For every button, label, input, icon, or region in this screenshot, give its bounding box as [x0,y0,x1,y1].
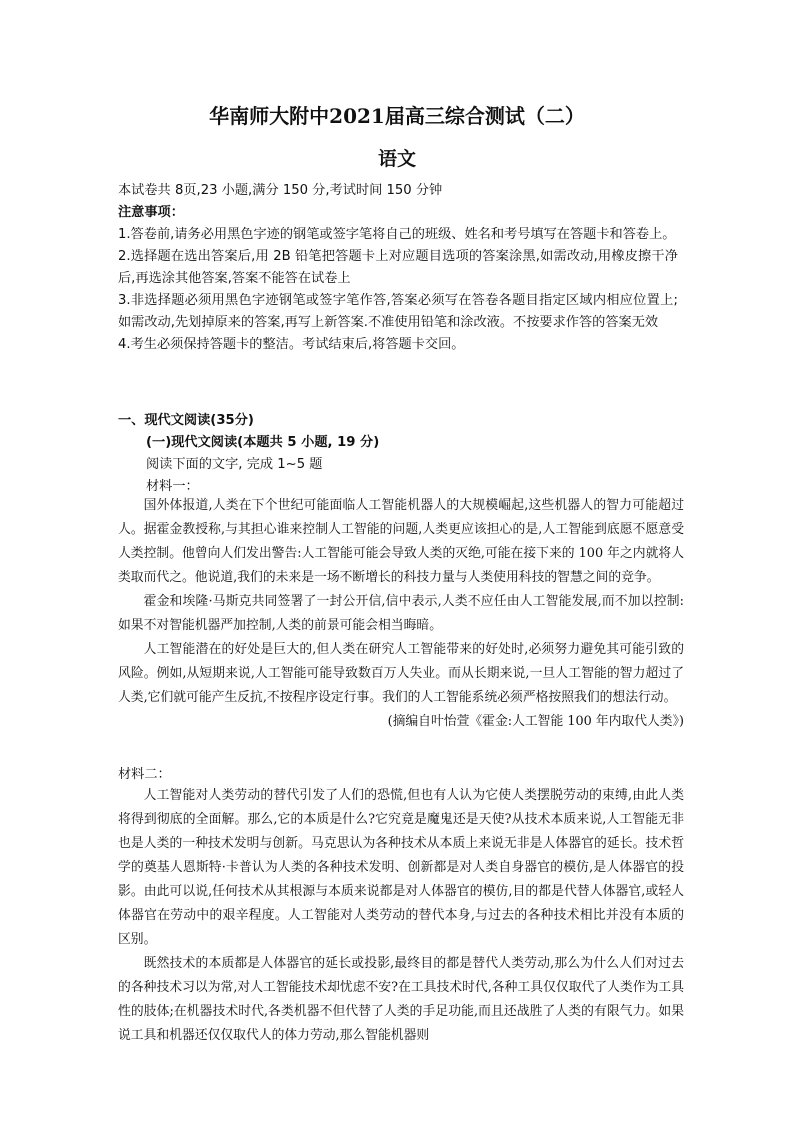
material-paragraph: 既然技术的本质都是人体器官的延长或投影,最终目的都是替代人类劳动,那么为什么人们对过去的各种技术习以为常,对人工智能技术却忧虑不安?在工具技术时代,各种工具仅仅取代了人类作为工具性的肢体;在机器技术时代,各类机器不但代替了人类的手足功能,而且还战胜了人类的有限气力。如果说工具和机器还仅仅取代人的体力劳动,那么智能机器则 [118,956,684,1043]
material-source: (摘编自叶怡萱《霍金:人工智能 100 年内取代人类》) [387,714,684,729]
subject-title: 语文 [377,148,416,170]
reading-instruction: 阅读下面的文字, 完成 1~5 题 [146,457,323,472]
note-item: 3.非选择题必须用黑色字迹钢笔或签字笔作答,答案必须写在答卷各题目指定区域内相应位置上;如需改动,先划掉原来的答案,再写上新答案.不准使用铅笔和涂改液。不按要求作答的答案无效 [118,293,678,330]
material-one-body [118,494,684,734]
section-heading: 一、现代文阅读(35分) [118,413,254,428]
material-two-body [118,784,684,1048]
note-item: 4.考生必须保持答题卡的整洁。考试结束后,将答题卡交回。 [118,337,465,352]
section1-header [118,410,684,498]
exam-title: 华南师大附中2021届高三综合测试（二） [209,104,585,128]
notes-heading: 注意事项： [118,205,184,220]
material-paragraph: 人工智能潜在的好处是巨大的,但人类在研究人工智能带来的好处时,必须努力避免其可能引致的风险。例如,从短期来说,人工智能可能导致数百万人失业。而从长期来说,一旦人工智能的智力超过了人类,它们就可能产生反抗,不按程序设定行事。我们的人工智能系统必须严格按照我们的想法行动。 [118,642,684,705]
note-item: 1.答卷前,请务必用黑色字迹的钢笔或签字笔将自己的班级、姓名和考号填写在答题卡和答卷上。 [118,227,676,242]
material-paragraph: 霍金和埃隆·马斯克共同签署了一封公开信,信中表示,人类不应任由人工智能发展,而不加以控制:如果不对智能机器严加控制,人类的前景可能会相当晦暗。 [118,594,684,633]
instructions-block [118,180,678,356]
material-two-header [118,764,684,786]
subsection-heading: (一)现代文阅读(本题共 5 小题, 19 分) [146,435,380,450]
material-paragraph: 国外体报道,人类在下个世纪可能面临人工智能机器人的大规模崛起,这些机器人的智力可能超过人。据霍金教授称,与其担心谁来控制人工智能的问题,人类更应该担心的是,人工智能到底愿不愿意受人类控制。他曾向人们发出警告:人工智能可能会导致人类的灭绝,可能在接下来的 100 年之内就将人类取而代之。他说道,我们的未来是一场不断增长的科技力量与人类使用科技的智慧之间的竞争。 [118,498,684,585]
exam-intro: 本试卷共 8页,23 小题,满分 150 分,考试时间 150 分钟 [118,183,443,198]
note-item: 2.选择题在选出答案后,用 2B 铅笔把答题卡上对应题目选项的答案涂黑,如需改动,用橡皮擦干净后,再选涂其他答案,答案不能答在试卷上 [118,249,678,286]
material-two-label: 材料二： [118,767,171,782]
material-one-label: 材料一： [146,479,199,494]
material-paragraph: 人工智能对人类劳动的替代引发了人们的恐慌,但也有人认为它使人类摆脱劳动的束缚,由此人类将得到彻底的全面解。那么,它的本质是什么?它究竟是魔鬼还是天使?从技术本质来说,人工智能无非也是人类的一种技术发明与创新。马克思认为各种技术从本质上来说无非是人体器官的延长。技术哲学的奠基人恩斯特·卡普认为人类的各种技术发明、创新都是对人类自身器官的模仿,是人体器官的投影。由此可以说,任何技术从其根源与本质来说都是对人体器官的模仿,目的都是代替人体器官,或轻人体器官在劳动中的艰辛程度。人工智能对人类劳动的替代本身,与过去的各种技术相比并没有本质的区别。 [118,788,684,947]
